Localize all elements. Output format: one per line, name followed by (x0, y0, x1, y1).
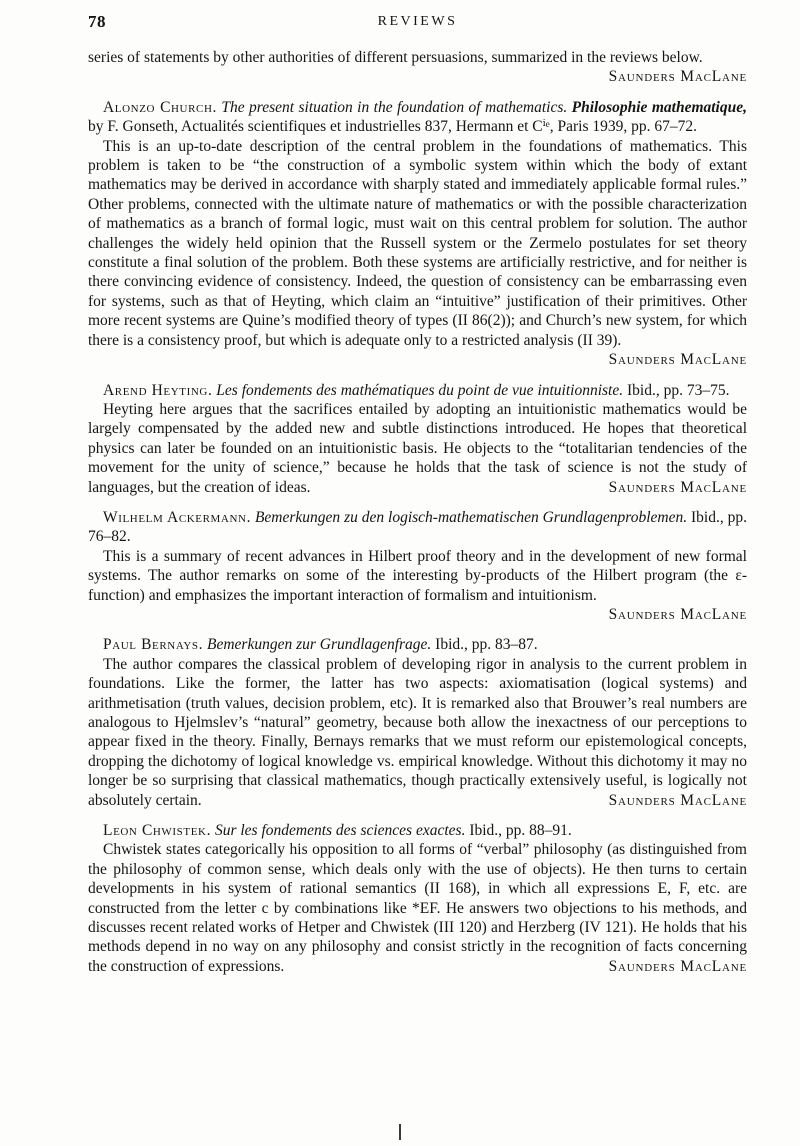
intro-signature: Saunders MacLane (608, 68, 747, 86)
review-title: The present situation in the foundation of mathematics. (221, 98, 568, 116)
review-body (88, 137, 747, 370)
review-heading (88, 821, 747, 840)
review-body-text: Chwistek states categorically his opposition to all forms of “verbal” philosophy (as distinguished from the philosophy of common sense, which deals only with the use of objects). He then turns to certain developments in his system of rational semantics (II 168), in which all expressions E, F, etc. are constructed from the letter c by combinations like *EF. He answers two objections to his methods, and discusses recent related works of Hetper and Chwistek (III 120) and Herzberg (IV 121). He holds that his methods depend in no way on any philosophy and consist strictly in the recognition of facts concerning the construction of expressions. (88, 841, 747, 975)
review-signature: Saunders MacLane (608, 957, 747, 975)
review-details: Ibid., pp. 73–75. (627, 381, 730, 399)
review-heyting (88, 381, 747, 497)
review-heading (88, 635, 747, 654)
review-details: Ibid., pp. 76–82. (88, 508, 747, 546)
review-body-text: The author compares the classical problem of developing rigor in analysis to the current problem in foundations. Like the former, the latter has two aspects: axiomatisation (logical systems) and arithmetisation (truth values, decision problem, etc). It is remarked also that Brouwer’s real numbers are analogous to Hjelmslev’s “natural” geometry, because both allow the inexactness of our perceptions to appear fixed in the theory. Finally, Bernays remarks that we must reform our epistemological concepts, dropping the dichotomy of logical knowledge vs. empirical knowledge. Without this dichotomy it may no longer be so surprising that classical mathematics, though practically extensively useful, is logically not absolutely certain. (88, 655, 747, 809)
intro-text: series of statements by other authorities of different persuasions, summarized in the reviews below. (88, 49, 703, 66)
review-signature: Saunders MacLane (608, 351, 747, 369)
running-head-title: REVIEWS (377, 14, 458, 29)
review-chwistek (88, 821, 747, 976)
review-heading (88, 381, 747, 400)
review-details: by F. Gonseth, Actualités scientifiques et industrielles 837, Hermann et Cⁱᵉ, Paris 1939, pp. 67–72. (88, 118, 697, 136)
review-author: Arend Heyting. (103, 381, 213, 399)
review-ackermann (88, 508, 747, 624)
review-heading (88, 98, 747, 137)
review-bernays (88, 635, 747, 810)
review-signature: Saunders MacLane (608, 791, 747, 809)
review-body-text: Heyting here argues that the sacrifices entailed by adopting an intuitionistic mathematics would be largely compensated by the added new and subtle distinctions introduced. He hopes that theoretical physics can later be founded on an intuitionistic basis. He objects to the “totalitarian tendencies of the movement for the unity of science,” because he holds that the task of science is not the study of languages, but the creation of ideas. (88, 400, 747, 496)
review-work: Philosophie mathematique, (571, 98, 747, 116)
bottom-center-print-mark (399, 1124, 401, 1140)
review-church (88, 98, 747, 370)
running-header (88, 12, 747, 36)
review-details: Ibid., pp. 83–87. (435, 636, 538, 654)
review-body (88, 655, 747, 810)
review-title: Sur les fondements des sciences exactes. (214, 822, 466, 840)
review-signature: Saunders MacLane (608, 605, 747, 623)
review-heading (88, 508, 747, 547)
review-author: Alonzo Church. (103, 98, 217, 116)
intro-paragraph (88, 48, 747, 87)
review-body-text: This is an up-to-date description of the central problem in the foundations of mathematics. This problem is taken to be “the construction of a symbolic system within which the body of extant mathematics may be derived in accordance with sharply stated and immediately applicable formal rules.” Other problems, connected with the ultimate nature of mathematics or with the possible characterization of mathematics as a branch of formal logic, must wait on this central problem for solution. The author challenges the widely held opinion that the Russell system or the Zermelo postulates for set theory constitute a final solution of the problem. Both these systems are artificially restrictive, and for neither is there convincing evidence of consistency. Indeed, the question of consistency can be embarrassing even for systems, such as that of Heyting, which claim an “intuitive” justification of their primitives. Other more recent systems are Quine’s modified theory of types (II 86(2)); and Church’s new system, for which there is a consistency proof, but which is adequate only to a restricted analysis (II 39). (88, 137, 747, 349)
review-signature: Saunders MacLane (608, 478, 747, 496)
review-body (88, 400, 747, 497)
review-author: Wilhelm Ackermann. (103, 508, 252, 526)
review-title: Les fondements des mathématiques du point de vue intuitionniste. (216, 381, 624, 399)
review-author: Leon Chwistek. (103, 822, 212, 840)
page-number: 78 (88, 12, 106, 31)
review-body-text: This is a summary of recent advances in Hilbert proof theory and in the development of new formal systems. The author remarks on some of the interesting by-products of the Hilbert program (the ε-function) and emphasizes the important interaction of formalism and intuitionism. (88, 547, 747, 604)
review-details: Ibid., pp. 88–91. (469, 822, 572, 840)
review-body (88, 840, 747, 976)
review-body (88, 547, 747, 625)
review-title: Bemerkungen zu den logisch-mathematischen Grundlagenproblemen. (254, 508, 688, 526)
review-title: Bemerkungen zur Grundlagenfrage. (207, 636, 432, 654)
review-author: Paul Bernays. (103, 636, 204, 654)
